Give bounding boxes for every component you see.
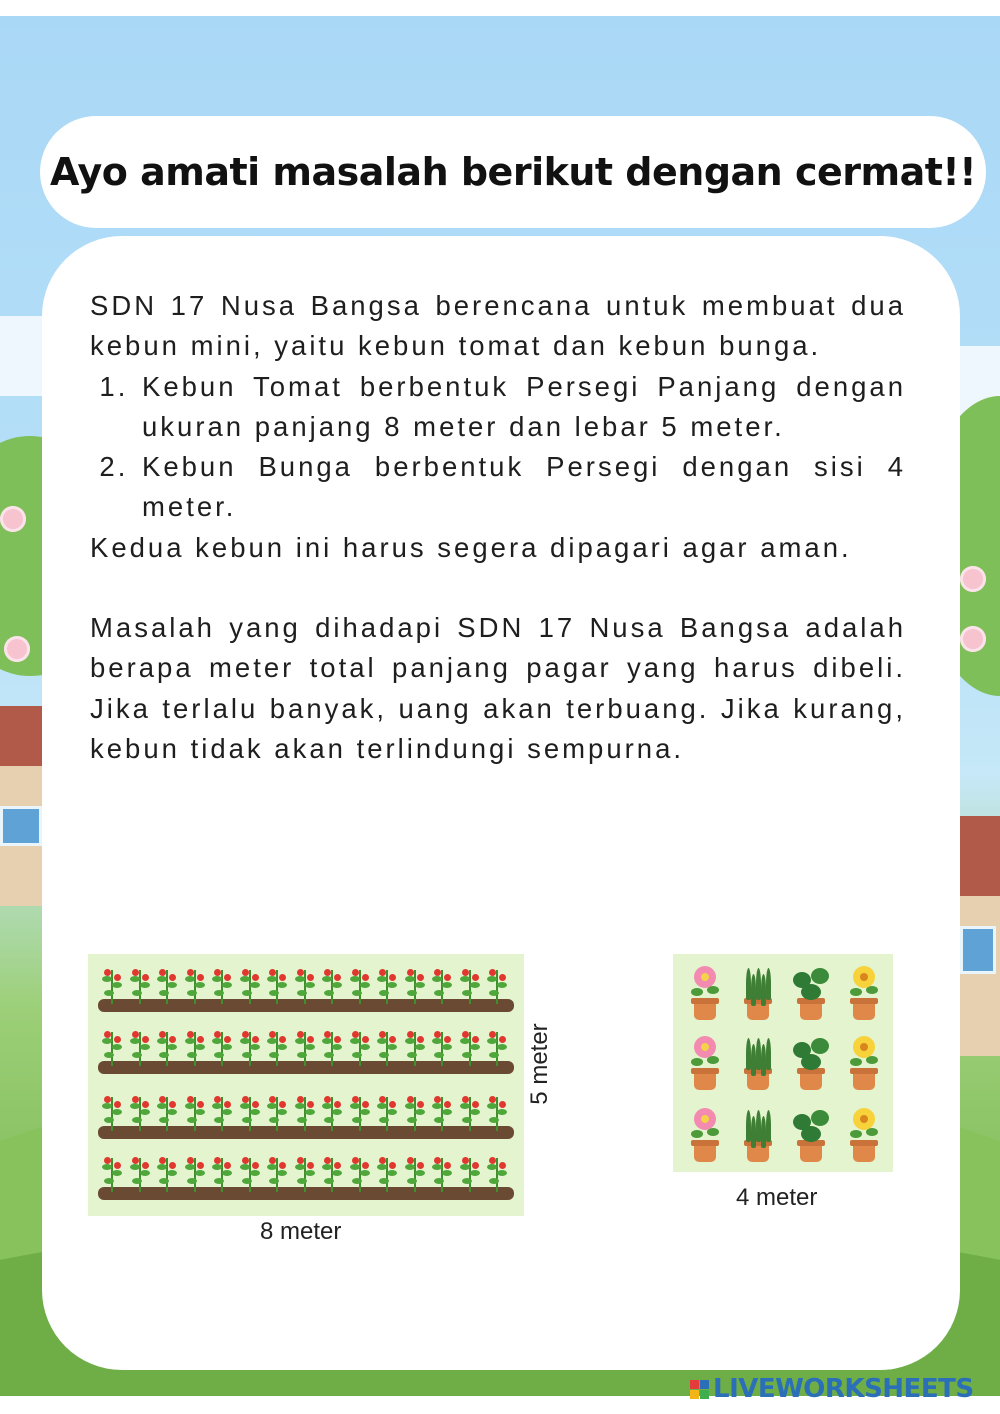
tomato-bed [98, 1150, 514, 1200]
tomato-plant-icon [322, 1093, 342, 1131]
tomato-plant-icon [350, 1028, 370, 1066]
yellow-flower-pot-icon [844, 1032, 884, 1092]
tomato-garden-illustration [88, 954, 524, 1216]
pink-flower-pot-icon [685, 1104, 725, 1164]
tomato-plant-icon [377, 966, 397, 1004]
tomato-plant-icon [350, 1154, 370, 1192]
tomato-plant-icon [432, 1028, 452, 1066]
tomato-plant-icon [432, 1093, 452, 1131]
tomato-plant-icon [102, 966, 122, 1004]
problem-paragraph: Masalah yang dihadapi SDN 17 Nusa Bangsa adalah berapa meter total panjang pagar yang harus dibeli. Jika terlalu banyak, uang akan terbuang. Jika kurang, kebun tidak akan terlindungi sempurna. [90, 612, 906, 764]
tomato-plant-icon [405, 1093, 425, 1131]
tomato-plant-icon [487, 1028, 507, 1066]
list-item-flower: 2. Kebun Bunga berbentuk Persegi dengan sisi 4 meter. [139, 447, 906, 528]
tomato-plant-icon [487, 1154, 507, 1192]
tomato-plant-icon [377, 1154, 397, 1192]
tomato-plant-icon [240, 1154, 260, 1192]
tomato-plant-icon [102, 1154, 122, 1192]
tomato-plant-icon [130, 1154, 150, 1192]
tomato-plant-icon [130, 1028, 150, 1066]
tomato-plant-icon [487, 966, 507, 1004]
tomato-plant-icon [267, 1093, 287, 1131]
tomato-plant-icon [130, 1093, 150, 1131]
tomato-plant-icon [240, 1028, 260, 1066]
tomato-plant-icon [405, 1154, 425, 1192]
tomato-plant-icon [102, 1028, 122, 1066]
title-banner [40, 116, 986, 228]
tomato-plant-icon [102, 1093, 122, 1131]
tomato-length-label: 8 meter [260, 1218, 342, 1245]
flower-side-label: 4 meter [736, 1184, 818, 1211]
tomato-bed [98, 1089, 514, 1139]
logo-icon [690, 1380, 709, 1399]
tomato-plant-icon [322, 966, 342, 1004]
tomato-plant-icon [377, 1093, 397, 1131]
tomato-plant-icon [295, 1154, 315, 1192]
tomato-plant-icon [405, 1028, 425, 1066]
yellow-flower-pot-icon [844, 1104, 884, 1164]
tomato-plant-icon [185, 1093, 205, 1131]
pink-flower-pot-icon [685, 1032, 725, 1092]
tomato-plant-icon [487, 1093, 507, 1131]
tomato-plant-icon [267, 966, 287, 1004]
tomato-plant-icon [185, 1028, 205, 1066]
tomato-bed [98, 1024, 514, 1074]
tomato-plant-icon [267, 1028, 287, 1066]
tomato-plant-icon [212, 1093, 232, 1131]
tomato-plant-icon [295, 966, 315, 1004]
monstera-pot-icon [791, 962, 831, 1022]
liveworksheets-logo [690, 1374, 990, 1404]
tomato-plant-icon [432, 1154, 452, 1192]
page-title: Ayo amati masalah berikut dengan cermat!! [49, 150, 977, 194]
tomato-plant-icon [267, 1154, 287, 1192]
tomato-width-label: 5 meter [526, 1023, 553, 1105]
note-paragraph: Kedua kebun ini harus segera dipagari agar aman. [90, 531, 852, 563]
tomato-plant-icon [185, 1154, 205, 1192]
tomato-plant-icon [460, 1028, 480, 1066]
pink-flower-pot-icon [685, 962, 725, 1022]
snake-plant-pot-icon [738, 1032, 778, 1092]
tomato-plant-icon [157, 1154, 177, 1192]
monstera-pot-icon [791, 1104, 831, 1164]
problem-text [90, 286, 906, 769]
tomato-plant-icon [157, 1093, 177, 1131]
tomato-plant-icon [240, 1093, 260, 1131]
tomato-plant-icon [295, 1093, 315, 1131]
tomato-plant-icon [212, 1028, 232, 1066]
tomato-plant-icon [377, 1028, 397, 1066]
tomato-plant-icon [240, 966, 260, 1004]
tomato-plant-icon [460, 1154, 480, 1192]
tomato-plant-icon [185, 966, 205, 1004]
intro-paragraph: SDN 17 Nusa Bangsa berencana untuk membuat dua kebun mini, yaitu kebun tomat dan kebun bunga. [90, 290, 906, 362]
tomato-plant-icon [350, 1093, 370, 1131]
monstera-pot-icon [791, 1032, 831, 1092]
garden-list [90, 367, 906, 528]
snake-plant-pot-icon [738, 962, 778, 1022]
tomato-plant-icon [295, 1028, 315, 1066]
logo-text: LIVEWORKSHEETS [713, 1374, 974, 1404]
tomato-plant-icon [322, 1154, 342, 1192]
tomato-plant-icon [350, 966, 370, 1004]
tomato-plant-icon [460, 966, 480, 1004]
tomato-plant-icon [405, 966, 425, 1004]
tomato-plant-icon [157, 1028, 177, 1066]
tomato-plant-icon [157, 966, 177, 1004]
list-item-tomato: 1. Kebun Tomat berbentuk Persegi Panjang dengan ukuran panjang 8 meter dan lebar 5 meter. [139, 367, 906, 448]
flower-garden-illustration [673, 954, 893, 1172]
tomato-plant-icon [212, 966, 232, 1004]
tomato-plant-icon [130, 966, 150, 1004]
tomato-plant-icon [322, 1028, 342, 1066]
tomato-plant-icon [432, 966, 452, 1004]
tomato-bed [98, 962, 514, 1012]
yellow-flower-pot-icon [844, 962, 884, 1022]
snake-plant-pot-icon [738, 1104, 778, 1164]
tomato-plant-icon [460, 1093, 480, 1131]
tomato-plant-icon [212, 1154, 232, 1192]
